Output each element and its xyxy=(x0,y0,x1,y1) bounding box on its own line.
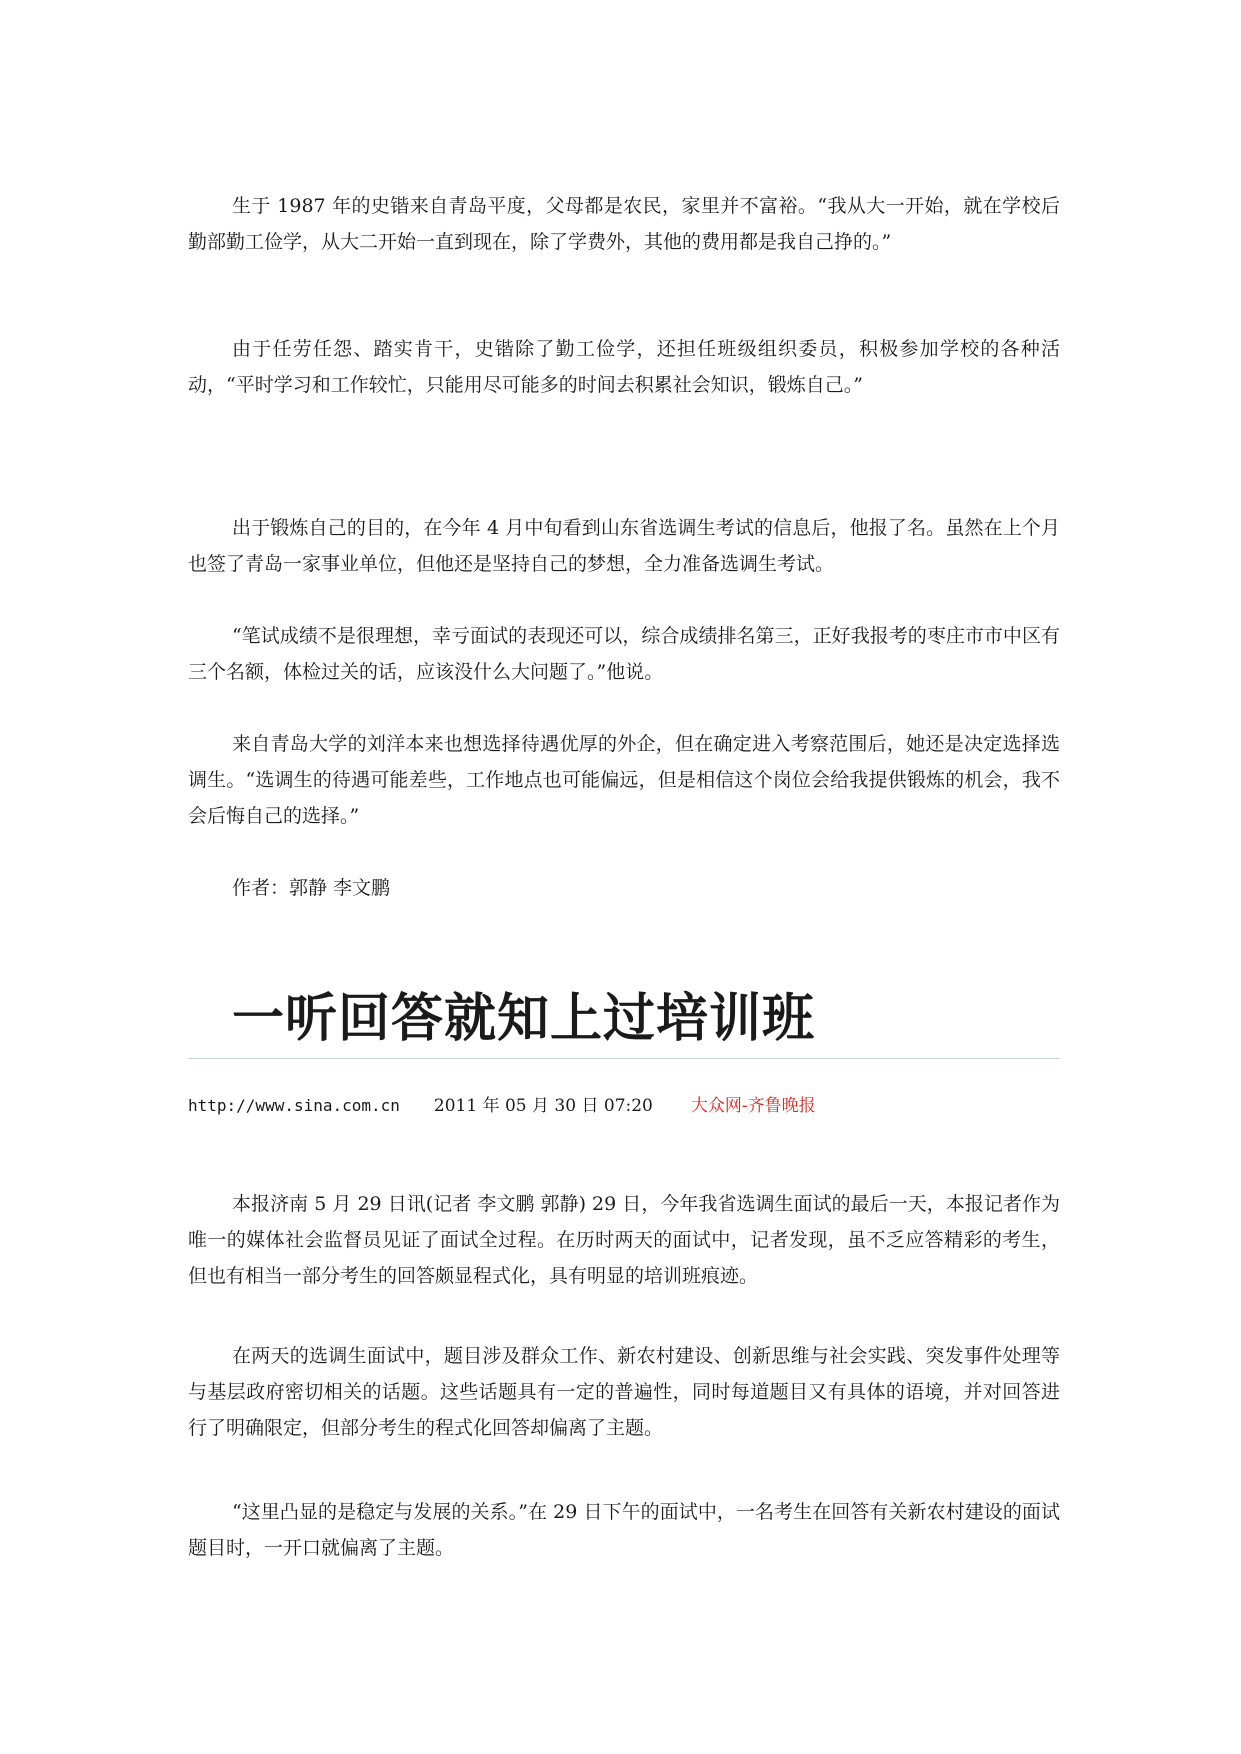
article2-paragraph-2: 在两天的选调生面试中，题目涉及群众工作、新农村建设、创新思维与社会实践、突发事件处理等与基层政府密切相关的话题。这些话题具有一定的普遍性，同时每道题目又有具体的语境，并对回答进行了明确限定，但部分考生的程式化回答却偏离了主题。 xyxy=(188,1345,1060,1439)
article2-paragraph-3: “这里凸显的是稳定与发展的关系。”在 29 日下午的面试中，一名考生在回答有关新农村建设的面试题目时，一开口就偏离了主题。 xyxy=(188,1501,1060,1559)
title-divider xyxy=(188,1058,1060,1059)
publish-date: 2011 年 05 月 30 日 07:20 xyxy=(433,1096,653,1116)
article1-paragraph-3: 出于锻炼自己的目的，在今年 4 月中旬看到山东省选调生考试的信息后，他报了名。虽然在上个月也签了青岛一家事业单位，但他还是坚持自己的梦想，全力准备选调生考试。 xyxy=(188,517,1060,575)
article1-paragraph-5: 来自青岛大学的刘洋本来也想选择待遇优厚的外企，但在确定进入考察范围后，她还是决定选择选调生。“选调生的待遇可能差些，工作地点也可能偏远，但是相信这个岗位会给我提供锻炼的机会，我不会后悔自己的选择。” xyxy=(188,733,1060,827)
article2-meta xyxy=(188,1092,816,1120)
source-name-link[interactable]: 大众网-齐鲁晚报 xyxy=(690,1096,816,1116)
article1-author: 作者：郭静 李文鹏 xyxy=(232,877,391,899)
article2-title: 一听回答就知上过培训班 xyxy=(232,989,816,1049)
source-url-link[interactable]: http://www.sina.com.cn xyxy=(188,1096,400,1115)
article1-paragraph-1: 生于 1987 年的史锴来自青岛平度，父母都是农民，家里并不富裕。“我从大一开始，就在学校后勤部勤工俭学，从大二开始一直到现在，除了学费外，其他的费用都是我自己挣的。” xyxy=(188,195,1060,253)
article2-paragraph-1: 本报济南 5 月 29 日讯(记者 李文鹏 郭静) 29 日，今年我省选调生面试的最后一天，本报记者作为唯一的媒体社会监督员见证了面试全过程。在历时两天的面试中，记者发现，虽不乏应答精彩的考生，但也有相当一部分考生的回答颇显程式化，具有明显的培训班痕迹。 xyxy=(188,1193,1060,1287)
article1-paragraph-4: “笔试成绩不是很理想，幸亏面试的表现还可以，综合成绩排名第三，正好我报考的枣庄市市中区有三个名额，体检过关的话，应该没什么大问题了。”他说。 xyxy=(188,625,1060,683)
article1-paragraph-2: 由于任劳任怨、踏实肯干，史锴除了勤工俭学，还担任班级组织委员，积极参加学校的各种活动，“平时学习和工作较忙，只能用尽可能多的时间去积累社会知识，锻炼自己。” xyxy=(188,338,1060,396)
